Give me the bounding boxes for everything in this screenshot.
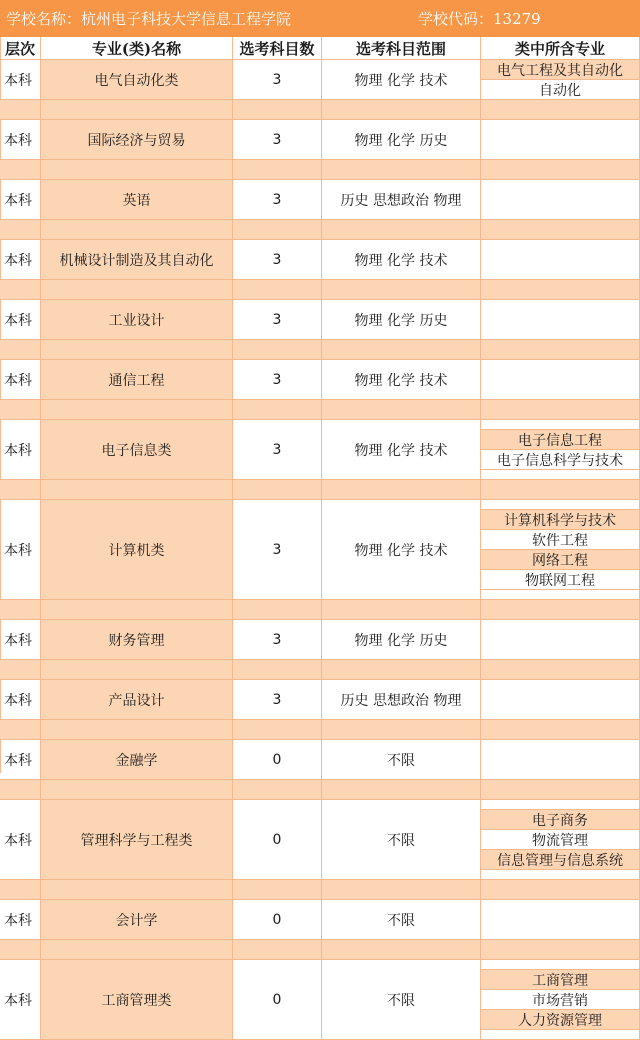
row-sub-major: 电子商务: [481, 810, 640, 830]
row-subject-range: 物理 化学 技术: [322, 420, 481, 480]
row-sub-major: 网络工程: [481, 550, 640, 570]
row-subject-range: 物理 化学 历史: [322, 300, 481, 340]
spacer-row-cell: [41, 660, 233, 680]
spacer-row-cell: [41, 280, 233, 300]
spacer-row-cell: [322, 880, 481, 900]
row-subject-range: 物理 化学 历史: [322, 120, 481, 160]
row-subject-range: 不限: [322, 960, 481, 1040]
spacer-row-cell: [322, 480, 481, 500]
column-header: 专业(类)名称: [41, 37, 233, 60]
row-sub-major-spacer: [481, 590, 640, 600]
row-subject-range: 历史 思想政治 物理: [322, 680, 481, 720]
row-major-name: 金融学: [41, 740, 233, 780]
row-sub-major: 物流管理: [481, 830, 640, 850]
row-sub-major-spacer: [481, 960, 640, 970]
row-subject-range: 不限: [322, 740, 481, 780]
spacer-row-cell: [0, 340, 41, 360]
spacer-row-cell: [41, 720, 233, 740]
row-sub-major: 电子信息科学与技术: [481, 450, 640, 470]
spacer-row-cell: [41, 600, 233, 620]
row-sub-major-empty: [481, 300, 640, 340]
spacer-row-cell: [481, 400, 640, 420]
row-sub-major: 电子信息工程: [481, 430, 640, 450]
row-level: 本科: [0, 180, 41, 220]
spacer-row-cell: [0, 160, 41, 180]
spacer-row-cell: [233, 280, 322, 300]
spacer-row-cell: [322, 660, 481, 680]
school-banner: [0, 0, 640, 37]
spacer-row-cell: [481, 940, 640, 960]
row-major-name: 电子信息类: [41, 420, 233, 480]
row-level: 本科: [0, 800, 41, 880]
spacer-row-cell: [481, 480, 640, 500]
row-subject-count: 0: [233, 800, 322, 880]
spacer-row-cell: [322, 780, 481, 800]
spacer-row-cell: [481, 340, 640, 360]
row-level: 本科: [0, 300, 41, 340]
row-subject-count: 3: [233, 360, 322, 400]
spacer-row-cell: [41, 220, 233, 240]
spacer-row-cell: [481, 600, 640, 620]
spacer-row-cell: [322, 720, 481, 740]
row-subject-count: 3: [233, 120, 322, 160]
row-subject-range: 物理 化学 技术: [322, 500, 481, 600]
spacer-row-cell: [41, 940, 233, 960]
row-major-name: 国际经济与贸易: [41, 120, 233, 160]
row-sub-major-empty: [481, 680, 640, 720]
column-header: 类中所含专业: [481, 37, 640, 60]
row-level: 本科: [0, 360, 41, 400]
spacer-row-cell: [0, 280, 41, 300]
row-subject-count: 3: [233, 240, 322, 280]
spacer-row-cell: [322, 400, 481, 420]
row-subject-count: 3: [233, 500, 322, 600]
row-major-name: 工业设计: [41, 300, 233, 340]
row-subject-range: 物理 化学 技术: [322, 360, 481, 400]
row-sub-major-spacer: [481, 1030, 640, 1040]
row-major-name: 通信工程: [41, 360, 233, 400]
row-level: 本科: [0, 740, 41, 780]
row-sub-major-spacer: [481, 470, 640, 480]
spacer-row-cell: [233, 780, 322, 800]
row-sub-major-empty: [481, 240, 640, 280]
spacer-row-cell: [0, 400, 41, 420]
spacer-row-cell: [233, 940, 322, 960]
row-level: 本科: [0, 120, 41, 160]
row-major-name: 电气自动化类: [41, 60, 233, 100]
spacer-row-cell: [481, 220, 640, 240]
row-major-name: 财务管理: [41, 620, 233, 660]
spacer-row-cell: [0, 780, 41, 800]
row-sub-major: 计算机科学与技术: [481, 510, 640, 530]
row-sub-major: 工商管理: [481, 970, 640, 990]
spacer-row-cell: [41, 880, 233, 900]
spacer-row-cell: [41, 400, 233, 420]
row-sub-major: 物联网工程: [481, 570, 640, 590]
row-sub-major-spacer: [481, 870, 640, 880]
spacer-row-cell: [322, 160, 481, 180]
spacer-row-cell: [481, 880, 640, 900]
spacer-row-cell: [481, 720, 640, 740]
row-major-name: 计算机类: [41, 500, 233, 600]
spacer-row-cell: [0, 720, 41, 740]
spacer-row-cell: [233, 880, 322, 900]
row-level: 本科: [0, 500, 41, 600]
spacer-row-cell: [41, 780, 233, 800]
row-subject-range: 不限: [322, 800, 481, 880]
row-subject-range: 物理 化学 历史: [322, 620, 481, 660]
spacer-row-cell: [481, 100, 640, 120]
row-subject-count: 3: [233, 680, 322, 720]
spacer-row-cell: [233, 400, 322, 420]
row-level: 本科: [0, 240, 41, 280]
spacer-row-cell: [322, 220, 481, 240]
spacer-row-cell: [0, 480, 41, 500]
spacer-row-cell: [233, 160, 322, 180]
row-subject-count: 3: [233, 300, 322, 340]
row-major-name: 产品设计: [41, 680, 233, 720]
spacer-row-cell: [481, 660, 640, 680]
row-level: 本科: [0, 900, 41, 940]
row-sub-major-empty: [481, 360, 640, 400]
row-sub-major-empty: [481, 740, 640, 780]
row-subject-count: 0: [233, 900, 322, 940]
spacer-row-cell: [233, 660, 322, 680]
row-subject-count: 0: [233, 740, 322, 780]
row-sub-major-empty: [481, 180, 640, 220]
spacer-row-cell: [0, 940, 41, 960]
spacer-row-cell: [322, 280, 481, 300]
row-major-name: 会计学: [41, 900, 233, 940]
row-sub-major: 软件工程: [481, 530, 640, 550]
row-sub-major-empty: [481, 620, 640, 660]
row-subject-count: 3: [233, 60, 322, 100]
row-major-name: 英语: [41, 180, 233, 220]
row-level: 本科: [0, 60, 41, 100]
spacer-row-cell: [41, 100, 233, 120]
spacer-row-cell: [41, 480, 233, 500]
column-header: 选考科目范围: [322, 37, 481, 60]
row-major-name: 管理科学与工程类: [41, 800, 233, 880]
row-subject-count: 3: [233, 420, 322, 480]
row-subject-range: 不限: [322, 900, 481, 940]
spacer-row-cell: [233, 220, 322, 240]
spacer-row-cell: [481, 780, 640, 800]
spacer-row-cell: [0, 220, 41, 240]
row-subject-range: 物理 化学 技术: [322, 240, 481, 280]
row-sub-major: 电气工程及其自动化: [481, 60, 640, 80]
row-sub-major: 自动化: [481, 80, 640, 100]
row-level: 本科: [0, 680, 41, 720]
row-sub-major-spacer: [481, 420, 640, 430]
row-sub-major-empty: [481, 900, 640, 940]
row-major-name: 机械设计制造及其自动化: [41, 240, 233, 280]
row-subject-range: 物理 化学 技术: [322, 60, 481, 100]
column-header: 层次: [0, 37, 41, 60]
spacer-row-cell: [0, 880, 41, 900]
row-sub-major-empty: [481, 120, 640, 160]
row-level: 本科: [0, 960, 41, 1040]
row-sub-major: 人力资源管理: [481, 1010, 640, 1030]
row-sub-major-spacer: [481, 800, 640, 810]
spacer-row-cell: [322, 940, 481, 960]
spacer-row-cell: [322, 340, 481, 360]
row-major-name: 工商管理类: [41, 960, 233, 1040]
row-sub-major: 信息管理与信息系统: [481, 850, 640, 870]
school-name: 学校名称：杭州电子科技大学信息工程学院: [6, 10, 292, 28]
spacer-row-cell: [233, 100, 322, 120]
school-code: 学校代码：13279: [418, 10, 541, 28]
spacer-row-cell: [481, 160, 640, 180]
row-subject-count: 3: [233, 180, 322, 220]
spacer-row-cell: [41, 340, 233, 360]
row-sub-major-spacer: [481, 500, 640, 510]
spacer-row-cell: [0, 660, 41, 680]
spacer-row-cell: [233, 600, 322, 620]
spacer-row-cell: [233, 340, 322, 360]
row-subject-range: 历史 思想政治 物理: [322, 180, 481, 220]
row-level: 本科: [0, 420, 41, 480]
spacer-row-cell: [322, 100, 481, 120]
spacer-row-cell: [0, 100, 41, 120]
row-sub-major: 市场营销: [481, 990, 640, 1010]
row-subject-count: 3: [233, 620, 322, 660]
column-header: 选考科目数: [233, 37, 322, 60]
spacer-row-cell: [233, 720, 322, 740]
spacer-row-cell: [41, 160, 233, 180]
row-subject-count: 0: [233, 960, 322, 1040]
spacer-row-cell: [0, 600, 41, 620]
spacer-row-cell: [481, 280, 640, 300]
spacer-row-cell: [233, 480, 322, 500]
spacer-row-cell: [322, 600, 481, 620]
row-level: 本科: [0, 620, 41, 660]
